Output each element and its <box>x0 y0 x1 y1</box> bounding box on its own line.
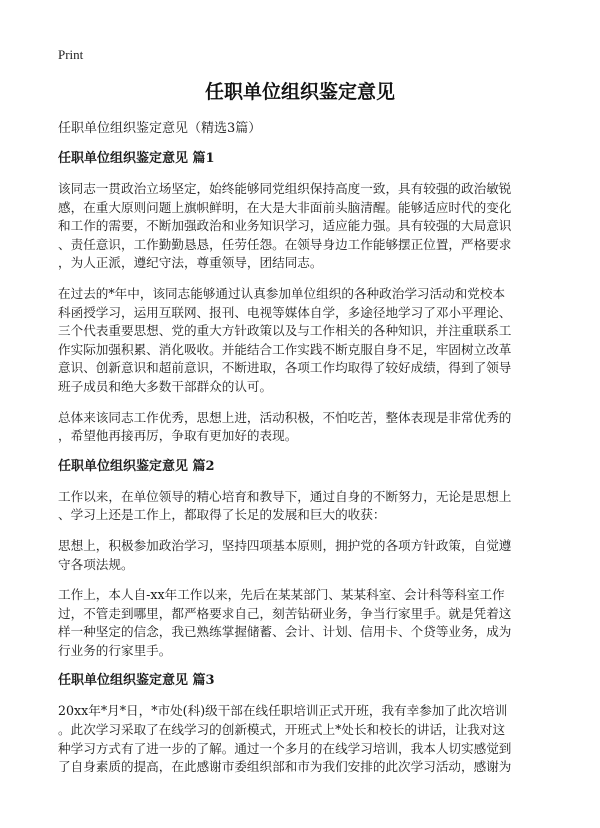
section-2-paragraph-3 <box>58 586 544 660</box>
text-line: 工作以来，在单位领导的精心培育和教导下，通过自身的不断努力，无论是思想上 <box>58 488 512 504</box>
text-line: ，为人正派，遵纪守法，尊重领导，团结同志。 <box>58 255 323 271</box>
section-1-paragraph-3 <box>58 409 544 446</box>
text-line: 、责任意识，工作勤勤恳恳，任劳任怨。在领导身边工作能够摆正位置，严格要求 <box>58 236 512 252</box>
section-1-paragraph-2 <box>58 285 544 397</box>
text-line: 过，不管走到哪里，都严格要求自己，刻苦钻研业务，争当行家里手。就是凭着这 <box>58 605 512 621</box>
text-line: 样一种坚定的信念，我已熟练掌握储蓄、会计、计划、信用卡、个贷等业务，成为 <box>58 624 512 640</box>
text-line: 和工作的需要，不断加强政治和业务知识学习，适应能力强。具有较强的大局意识 <box>58 218 512 234</box>
section-1-paragraph-1 <box>58 180 544 273</box>
section-3-paragraph-1 <box>58 702 544 776</box>
text-line: 班子成员和绝大多数干部群众的认可。 <box>58 378 273 394</box>
text-line: 感，在重大原则问题上旗帜鲜明，在大是大非面前头脑清醒。能够适应时代的变化 <box>58 199 512 215</box>
text-line: 工作上，本人自-xx年工作以来，先后在某某部门、某某科室、会计科等科室工作 <box>58 587 505 603</box>
text-line: 思想上，积极参加政治学习，坚持四项基本原则，拥护党的各项方针政策，自觉遵 <box>58 537 512 553</box>
section-heading-2: 任职单位组织鉴定意见 篇2 <box>58 458 215 474</box>
section-2-paragraph-1 <box>58 488 544 525</box>
text-line: 总体来该同志工作优秀，思想上进，活动积极，不怕吃苦，整体表现是非常优秀的 <box>58 409 512 425</box>
text-line: ，希望他再接再厉，争取有更加好的表现。 <box>58 428 298 444</box>
text-line: 作实际加强积累、消化吸收。并能结合工作实践不断克服自身不足，牢固树立改革 <box>58 341 512 357</box>
print-link[interactable]: Print <box>58 47 84 62</box>
text-line: 了自身素质的提高，在此感谢市委组织部和市为我们安排的此次学习活动，感谢为 <box>58 759 512 775</box>
text-line: 守各项法规。 <box>58 556 134 572</box>
text-line: 三个代表重要思想、党的重大方针政策以及与工作相关的各种知识，并注重联系工 <box>58 323 512 339</box>
text-line: 科函授学习，运用互联网、报刊、电视等媒体自学，多途径地学习了邓小平理论、 <box>58 304 512 320</box>
text-line: 种学习方式有了进一步的了解。通过一个多月的在线学习培训，我本人切实感觉到 <box>58 740 512 756</box>
section-heading-1: 任职单位组织鉴定意见 篇1 <box>58 151 215 166</box>
text-line: 。此次学习采取了在线学习的创新模式，开班式上*处长和校长的讲话，让我对这 <box>58 722 506 738</box>
text-line: 、学习上还是工作上，都取得了长足的发展和巨大的收获： <box>58 507 386 523</box>
text-line: 意识、创新意识和超前意识，不断进取，各项工作均取得了较好成绩，得到了领导 <box>58 360 512 376</box>
text-line: 在过去的*年中，该同志能够通过认真参加单位组织的各种政治学习活动和党校本 <box>58 285 506 301</box>
document-body <box>58 120 544 789</box>
text-line: 行业务的行家里手。 <box>58 642 172 658</box>
section-2-paragraph-2 <box>58 537 544 574</box>
section-heading-3: 任职单位组织鉴定意见 篇3 <box>58 673 215 689</box>
text-line: 20xx年*月*日，*市处(科)级干部在线任职培训正式开班，我有幸参加了此次培训 <box>58 703 508 719</box>
document-subtitle: 任职单位组织鉴定意见（精选3篇） <box>58 121 262 136</box>
text-line: 该同志一贯政治立场坚定，始终能够同党组织保持高度一致，具有较强的政治敏锐 <box>58 181 512 196</box>
page-title: 任职单位组织鉴定意见 <box>204 81 395 103</box>
